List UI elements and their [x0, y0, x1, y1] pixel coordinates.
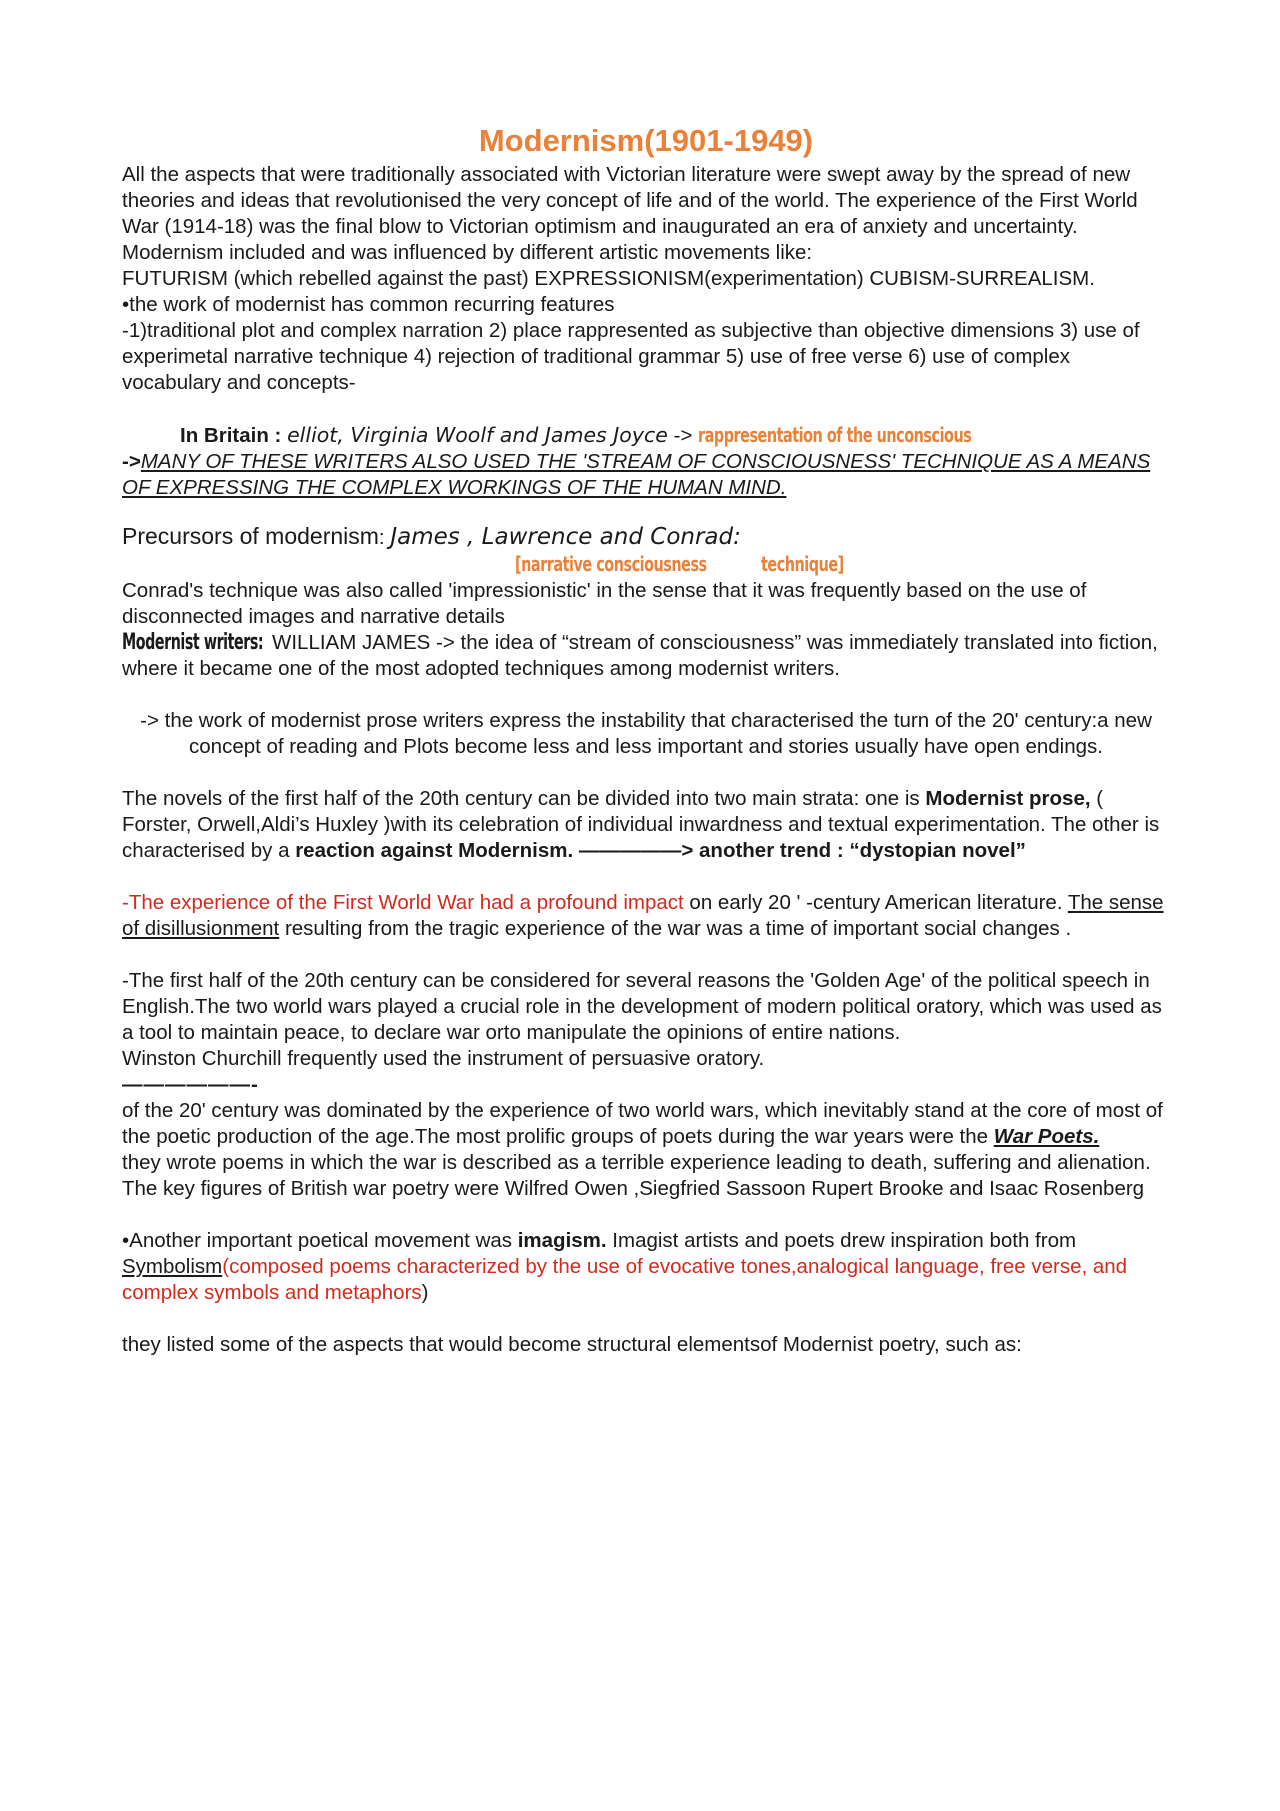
novels-bold-1: Modernist prose,: [925, 787, 1091, 810]
technique-line: [122, 551, 1170, 578]
britain-authors: elliot, Virginia Woolf and James Joyce: [287, 423, 668, 447]
technique-highlight-b: technique]: [760, 552, 844, 576]
dash-separator: ——————-: [122, 1073, 259, 1096]
imagism-paragraph: [122, 1228, 1170, 1306]
features-list: -1)traditional plot and complex narration 2) place rappresented as subjective than objective dimensions 3) use of experimetal narrative technique 4) rejection of traditional grammar 5) use of free verse 6) use of complex vocabulary and concepts-: [122, 319, 1140, 394]
war-paragraph: [122, 890, 1170, 942]
precursors-label: Precursors of modernism: [122, 523, 379, 549]
war-text-1: on early 20 ' -century American literature.: [683, 891, 1068, 914]
precursors-line: [122, 523, 1170, 551]
precursors-names: James , Lawrence and Conrad:: [390, 524, 741, 550]
unconscious-highlight: rappresentation of the unconscious: [698, 423, 972, 447]
precursors-colon: :: [378, 526, 391, 549]
page-title: Modernism(1901-1949): [478, 123, 814, 158]
stream-note: [122, 449, 1170, 501]
poems-paragraph: they wrote poems in which the war is described as a terrible experience leading to death, suffering and alienation.: [122, 1151, 1151, 1174]
imagism-text-2: Imagist artists and poets drew inspiration both from: [606, 1229, 1077, 1252]
imagism-bold: imagism.: [517, 1229, 607, 1252]
poetry-text: of the 20' century was dominated by the experience of two world wars, which inevitably stand at the core of most of the poetic production of the age.The most prolific groups of poets during the war years were the: [122, 1099, 1163, 1148]
war-text-2: resulting from the tragic experience of the war was a time of important social changes .: [279, 917, 1072, 940]
instability-paragraph: -> the work of modernist prose writers express the instability that characterised the turn of the 20' century:a new concept of reading and Plots become less and less important and stories usually have open endings.: [140, 709, 1152, 758]
conrad-paragraph: Conrad's technique was also called 'impressionistic' in the sense that it was frequently based on the use of disconnected images and narrative details: [122, 579, 1087, 628]
modernist-writers-paragraph: [122, 630, 1170, 682]
movements-list: FUTURISM (which rebelled against the past) EXPRESSIONISM(experimentation) CUBISM-SURREALISM.: [122, 267, 1095, 290]
features-intro: •the work of modernist has common recurring features: [122, 293, 615, 316]
stream-note-text: MANY OF THESE WRITERS ALSO USED THE 'STREAM OF CONSCIOUSNESS' TECHNIQUE AS A MEANS OF EXPRESSING THE COMPLEX WORKINGS OF THE HUMAN MIND.: [122, 450, 1151, 499]
symbolism-definition: (composed poems characterized by the use of evocative tones,analogical language, free verse, and complex symbols and metaphors: [122, 1255, 1128, 1304]
stream-arrow: ->: [122, 450, 141, 473]
war-poets-label: War Poets.: [993, 1125, 1100, 1148]
modernist-writers-label: Modernist writers:: [122, 630, 264, 655]
technique-highlight-a: [narrative consciousness: [515, 552, 707, 576]
movements-intro: Modernism included and was influenced by different artistic movements like:: [122, 241, 813, 264]
churchill-line: Winston Churchill frequently used the instrument of persuasive oratory.: [122, 1047, 765, 1070]
britain-label: In Britain :: [180, 424, 282, 447]
novels-bold-2: reaction against Modernism. —————> another trend : “dystopian novel”: [295, 839, 1026, 862]
war-red-text: -The experience of the First World War had a profound impact: [122, 891, 684, 914]
symbolism-label: Symbolism: [122, 1255, 223, 1278]
key-figures-paragraph: The key figures of British war poetry were Wilfred Owen ,Siegfried Sassoon Rupert Brooke and Isaac Rosenberg: [122, 1177, 1145, 1200]
britain-arrow: ->: [673, 424, 693, 447]
listed-paragraph: they listed some of the aspects that would become structural elementsof Modernist poetry, such as:: [122, 1333, 1022, 1356]
intro-paragraph: All the aspects that were traditionally associated with Victorian literature were swept away by the spread of new theories and ideas that revolutionised the very concept of life and of the world. The experience of the First World War (1914-18) was the final blow to Victorian optimism and inaugurated an era of anxiety and uncertainty.: [122, 163, 1138, 238]
war-underline: The sense of disillusionment: [122, 891, 1164, 940]
novels-text-2: ( Forster, Orwell,Aldi’s Huxley )with its celebration of individual inwardness and textual experimentation. The other is characterised by a: [122, 787, 1160, 862]
oratory-paragraph: -The first half of the 20th century can be considered for several reasons the 'Golden Age' of the political speech in English.The two world wars played a crucial role in the development of modern political oratory, which was used as a tool to maintain peace, to declare war orto manipulate the opinions of entire nations.: [122, 969, 1162, 1044]
imagism-text-1: •Another important poetical movement was: [122, 1229, 518, 1252]
novels-text-1: The novels of the first half of the 20th century can be divided into two main strata: one is: [122, 787, 926, 810]
novels-paragraph: [122, 786, 1170, 864]
poetry-paragraph: [122, 1098, 1170, 1150]
modernist-writers-text: WILLIAM JAMES -> the idea of “stream of consciousness” was immediately translated into fiction, where it became one of the most adopted techniques among modernist writers.: [122, 631, 1158, 680]
britain-line: [122, 422, 1170, 449]
symbolism-close: ): [421, 1281, 429, 1304]
document-page: [122, 122, 1170, 1358]
